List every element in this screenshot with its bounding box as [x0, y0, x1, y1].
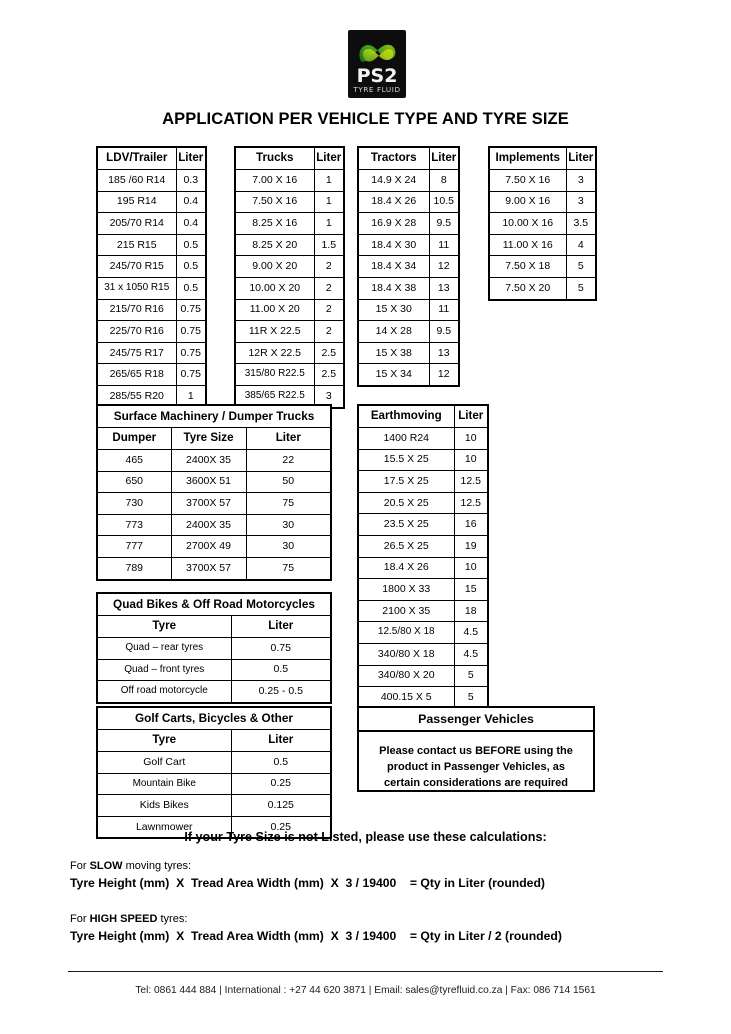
cell-value: 12.5 — [454, 492, 488, 514]
cell-value: 11 — [429, 299, 459, 321]
table-row — [489, 170, 596, 192]
table-row — [97, 191, 206, 213]
cell-value: 1 — [314, 191, 344, 213]
cell-label: Lawnmower — [97, 816, 231, 838]
table-header-row — [97, 616, 331, 638]
cell-label: 340/80 X 18 — [358, 643, 454, 665]
table-row — [97, 471, 331, 493]
cell-label: 185 /60 R14 — [97, 170, 176, 192]
table-row — [235, 342, 344, 364]
cell-value: 4.5 — [454, 622, 488, 644]
cell-label: 215/70 R16 — [97, 299, 176, 321]
table-row — [358, 428, 488, 450]
column-header: Liter — [176, 147, 206, 170]
cell-label: 205/70 R14 — [97, 213, 176, 235]
infinity-loop-icon — [355, 36, 399, 68]
table-row — [358, 299, 459, 321]
cell-value: 2 — [314, 277, 344, 299]
table-row — [358, 277, 459, 299]
cell-label: 10.00 X 20 — [235, 277, 314, 299]
column-header: Liter — [231, 616, 331, 638]
logo-wordmark: PS2 — [356, 65, 398, 87]
high-speed-tyres-label — [70, 913, 187, 925]
cell-value: 0.75 — [176, 364, 206, 386]
cell-label: 14.9 X 24 — [358, 170, 429, 192]
cell-value: 15 — [454, 579, 488, 601]
cell-value: 0.5 — [176, 277, 206, 299]
cell-label: 789 — [97, 557, 171, 579]
table-ldv-trailer — [96, 146, 207, 409]
cell-label: 9.00 X 16 — [489, 191, 566, 213]
cell-label: 11.00 X 20 — [235, 299, 314, 321]
cell-label: 23.5 X 25 — [358, 514, 454, 536]
table-row — [97, 536, 331, 558]
cell-value: 75 — [246, 557, 331, 579]
table-row — [358, 557, 488, 579]
cell-value: 2 — [314, 299, 344, 321]
cell-label: 1400 R24 — [358, 428, 454, 450]
column-header: Tractors — [358, 147, 429, 170]
column-header: Liter — [429, 147, 459, 170]
cell-value: 2400X 35 — [171, 514, 246, 536]
passenger-vehicles-title: Passenger Vehicles — [359, 708, 593, 732]
table-header-row — [489, 147, 596, 170]
table-title: Surface Machinery / Dumper Trucks — [97, 405, 331, 428]
table-row — [235, 234, 344, 256]
table-row — [358, 492, 488, 514]
cell-label: 7.50 X 16 — [235, 191, 314, 213]
cell-value: 30 — [246, 536, 331, 558]
cell-label: 465 — [97, 450, 171, 472]
cell-value: 12 — [429, 364, 459, 386]
table-header-row — [97, 147, 206, 170]
cell-label: 650 — [97, 471, 171, 493]
table-header-row — [97, 730, 331, 752]
table-row — [358, 643, 488, 665]
cell-value: 2 — [314, 321, 344, 343]
table-row — [235, 170, 344, 192]
table-row — [97, 450, 331, 472]
cell-label: 11R X 22.5 — [235, 321, 314, 343]
cell-label: 12R X 22.5 — [235, 342, 314, 364]
table-row — [97, 659, 331, 681]
cell-value: 10 — [454, 557, 488, 579]
cell-value: 3600X 51 — [171, 471, 246, 493]
cell-label: 245/70 R15 — [97, 256, 176, 278]
cell-value: 3 — [566, 170, 596, 192]
table-row — [97, 752, 331, 774]
cell-label: 26.5 X 25 — [358, 535, 454, 557]
cell-value: 0.75 — [176, 321, 206, 343]
table-quad-bikes — [96, 592, 332, 704]
cell-value: 10 — [454, 449, 488, 471]
passenger-vehicles-body: Please contact us BEFORE using the product in Passenger Vehicles, as certain considerations are required — [379, 745, 573, 789]
table-row — [489, 277, 596, 299]
cell-value: 5 — [566, 277, 596, 299]
cell-value: 0.5 — [231, 752, 331, 774]
cell-label: 315/80 R22.5 — [235, 364, 314, 386]
cell-value: 3 — [314, 385, 344, 407]
cell-label: 18.4 X 26 — [358, 191, 429, 213]
cell-label: 8.25 X 20 — [235, 234, 314, 256]
cell-value: 10.5 — [429, 191, 459, 213]
footer-contact: Tel: 0861 444 884 | International : +27 44 620 3871 | Email: sales@tyrefluid.co.za | Fax: 086 714 1561 — [135, 985, 596, 996]
company-logo — [348, 30, 406, 98]
table-row — [97, 321, 206, 343]
page-title: APPLICATION PER VEHICLE TYPE AND TYRE SIZE — [162, 110, 569, 128]
cell-value: 2.5 — [314, 364, 344, 386]
table-row — [235, 321, 344, 343]
column-header: Dumper — [97, 428, 171, 450]
cell-label: 285/55 R20 — [97, 385, 176, 407]
cell-label: 31 x 1050 R15 — [97, 277, 176, 299]
cell-value: 3 — [566, 191, 596, 213]
cell-value: 11 — [429, 234, 459, 256]
table-row — [97, 773, 331, 795]
table-row — [358, 191, 459, 213]
table-row — [235, 277, 344, 299]
table-row — [97, 213, 206, 235]
cell-value: 13 — [429, 277, 459, 299]
cell-value: 5 — [454, 665, 488, 687]
table-row — [97, 638, 331, 660]
table-row — [235, 364, 344, 386]
column-header: Liter — [566, 147, 596, 170]
table-header-row — [358, 147, 459, 170]
table-row — [97, 795, 331, 817]
cell-label: 18.4 X 26 — [358, 557, 454, 579]
table-row — [489, 234, 596, 256]
cell-label: 15 X 38 — [358, 342, 429, 364]
cell-label: 225/70 R16 — [97, 321, 176, 343]
table-earthmoving — [357, 404, 489, 710]
cell-label: 18.4 X 38 — [358, 277, 429, 299]
cell-label: Quad – rear tyres — [97, 638, 231, 660]
table-row — [358, 535, 488, 557]
cell-label: 265/65 R18 — [97, 364, 176, 386]
cell-label: 18.4 X 34 — [358, 256, 429, 278]
table-row — [235, 299, 344, 321]
cell-value: 9.5 — [429, 321, 459, 343]
high-speed-tyres-formula: Tyre Height (mm) X Tread Area Width (mm) X 3 / 19400 = Qty in Liter / 2 (rounded) — [70, 929, 562, 943]
table-title: Golf Carts, Bicycles & Other — [97, 707, 331, 730]
cell-value: 0.5 — [176, 234, 206, 256]
column-header: LDV/Trailer — [97, 147, 176, 170]
table-title-row — [97, 707, 331, 730]
table-row — [358, 170, 459, 192]
cell-value: 3700X 57 — [171, 557, 246, 579]
cell-label: 14 X 28 — [358, 321, 429, 343]
cell-value: 2700X 49 — [171, 536, 246, 558]
table-row — [97, 493, 331, 515]
cell-label: 7.50 X 18 — [489, 256, 566, 278]
cell-label: 385/65 R22.5 — [235, 385, 314, 407]
cell-value: 1 — [176, 385, 206, 407]
cell-value: 0.75 — [176, 299, 206, 321]
cell-value: 10 — [454, 428, 488, 450]
column-header: Liter — [314, 147, 344, 170]
table-row — [235, 256, 344, 278]
cell-value: 4.5 — [454, 643, 488, 665]
table-title: Quad Bikes & Off Road Motorcycles — [97, 593, 331, 616]
cell-label: 16.9 X 28 — [358, 213, 429, 235]
cell-value: 9.5 — [429, 213, 459, 235]
table-row — [358, 449, 488, 471]
cell-label: 730 — [97, 493, 171, 515]
cell-value: 0.5 — [176, 256, 206, 278]
cell-label: Off road motorcycle — [97, 681, 231, 703]
table-row — [358, 256, 459, 278]
cell-value: 0.5 — [231, 659, 331, 681]
cell-value: 5 — [566, 256, 596, 278]
table-row — [97, 277, 206, 299]
cell-label: 20.5 X 25 — [358, 492, 454, 514]
table-row — [358, 600, 488, 622]
column-header: Trucks — [235, 147, 314, 170]
slow-label-bold: SLOW — [89, 860, 123, 872]
passenger-vehicles-notice — [357, 706, 595, 792]
footer-divider — [68, 971, 663, 972]
table-row — [358, 579, 488, 601]
high-label-post: tyres: — [157, 913, 188, 925]
table-golf-carts — [96, 706, 332, 839]
table-title-row — [97, 593, 331, 616]
cell-value: 0.4 — [176, 191, 206, 213]
table-trucks — [234, 146, 345, 409]
cell-label: 7.50 X 16 — [489, 170, 566, 192]
table-title-row — [97, 405, 331, 428]
cell-value: 8 — [429, 170, 459, 192]
cell-label: 7.00 X 16 — [235, 170, 314, 192]
cell-value: 19 — [454, 535, 488, 557]
cell-label: 2100 X 35 — [358, 600, 454, 622]
logo-tagline: TYRE FLUID — [353, 85, 401, 94]
table-row — [97, 256, 206, 278]
column-header: Implements — [489, 147, 566, 170]
table-tractors — [357, 146, 460, 387]
cell-label: 8.25 X 16 — [235, 213, 314, 235]
cell-value: 0.125 — [231, 795, 331, 817]
cell-label: 400.15 X 5 — [358, 687, 454, 709]
table-row — [97, 234, 206, 256]
cell-value: 0.75 — [176, 342, 206, 364]
cell-label: 12.5/80 X 18 — [358, 622, 454, 644]
cell-value: 16 — [454, 514, 488, 536]
slow-tyres-formula: Tyre Height (mm) X Tread Area Width (mm) X 3 / 19400 = Qty in Liter (rounded) — [70, 876, 545, 890]
column-header: Liter — [454, 405, 488, 428]
cell-label: 195 R14 — [97, 191, 176, 213]
cell-value: 4 — [566, 234, 596, 256]
column-header: Liter — [246, 428, 331, 450]
table-row — [358, 321, 459, 343]
logo-box — [348, 30, 406, 98]
cell-label: 340/80 X 20 — [358, 665, 454, 687]
cell-label: 15.5 X 25 — [358, 449, 454, 471]
cell-value: 1.5 — [314, 234, 344, 256]
cell-label: 11.00 X 16 — [489, 234, 566, 256]
cell-value: 0.3 — [176, 170, 206, 192]
table-row — [97, 299, 206, 321]
cell-label: 215 R15 — [97, 234, 176, 256]
cell-value: 2400X 35 — [171, 450, 246, 472]
cell-label: 1800 X 33 — [358, 579, 454, 601]
cell-label: 9.00 X 20 — [235, 256, 314, 278]
cell-value: 30 — [246, 514, 331, 536]
table-row — [97, 557, 331, 579]
table-row — [97, 681, 331, 703]
cell-value: 0.75 — [231, 638, 331, 660]
column-header: Tyre — [97, 616, 231, 638]
table-header-row — [358, 405, 488, 428]
table-row — [358, 342, 459, 364]
cell-value: 0.25 — [231, 816, 331, 838]
cell-value: 13 — [429, 342, 459, 364]
cell-label: Kids Bikes — [97, 795, 231, 817]
table-row — [358, 234, 459, 256]
cell-value: 2.5 — [314, 342, 344, 364]
cell-value: 0.4 — [176, 213, 206, 235]
table-row — [358, 364, 459, 386]
table-header-row — [97, 428, 331, 450]
table-row — [97, 364, 206, 386]
slow-label-post: moving tyres: — [122, 860, 192, 872]
cell-label: 245/75 R17 — [97, 342, 176, 364]
cell-value: 22 — [246, 450, 331, 472]
slow-tyres-label — [70, 860, 191, 872]
table-row — [358, 665, 488, 687]
calculations-heading: If your Tyre Size is not Listed, please use these calculations: — [184, 830, 547, 844]
table-implements — [488, 146, 597, 301]
table-row — [489, 191, 596, 213]
table-row — [235, 213, 344, 235]
cell-value: 3.5 — [566, 213, 596, 235]
cell-value: 1 — [314, 170, 344, 192]
cell-value: 18 — [454, 600, 488, 622]
table-surface-machinery — [96, 404, 332, 581]
cell-label: 17.5 X 25 — [358, 471, 454, 493]
cell-label: 10.00 X 16 — [489, 213, 566, 235]
table-row — [97, 514, 331, 536]
table-row — [358, 622, 488, 644]
column-header: Tyre — [97, 730, 231, 752]
cell-label: Mountain Bike — [97, 773, 231, 795]
table-row — [97, 170, 206, 192]
table-row — [235, 191, 344, 213]
cell-label: Golf Cart — [97, 752, 231, 774]
cell-value: 5 — [454, 687, 488, 709]
high-label-pre: For — [70, 913, 90, 925]
cell-label: 773 — [97, 514, 171, 536]
table-row — [358, 471, 488, 493]
cell-value: 50 — [246, 471, 331, 493]
cell-value: 12 — [429, 256, 459, 278]
cell-label: 15 X 30 — [358, 299, 429, 321]
cell-value: 3700X 57 — [171, 493, 246, 515]
table-row — [358, 514, 488, 536]
table-header-row — [235, 147, 344, 170]
column-header: Liter — [231, 730, 331, 752]
column-header: Earthmoving — [358, 405, 454, 428]
cell-value: 0.25 - 0.5 — [231, 681, 331, 703]
table-row — [358, 213, 459, 235]
cell-label: Quad – front tyres — [97, 659, 231, 681]
cell-value: 75 — [246, 493, 331, 515]
high-label-bold: HIGH SPEED — [89, 913, 158, 925]
cell-label: 18.4 X 30 — [358, 234, 429, 256]
table-row — [489, 213, 596, 235]
cell-label: 777 — [97, 536, 171, 558]
cell-value: 1 — [314, 213, 344, 235]
table-row — [97, 342, 206, 364]
column-header: Tyre Size — [171, 428, 246, 450]
cell-value: 2 — [314, 256, 344, 278]
cell-label: 15 X 34 — [358, 364, 429, 386]
cell-value: 0.25 — [231, 773, 331, 795]
cell-value: 12.5 — [454, 471, 488, 493]
cell-label: 7.50 X 20 — [489, 277, 566, 299]
slow-label-pre: For — [70, 860, 90, 872]
table-row — [489, 256, 596, 278]
